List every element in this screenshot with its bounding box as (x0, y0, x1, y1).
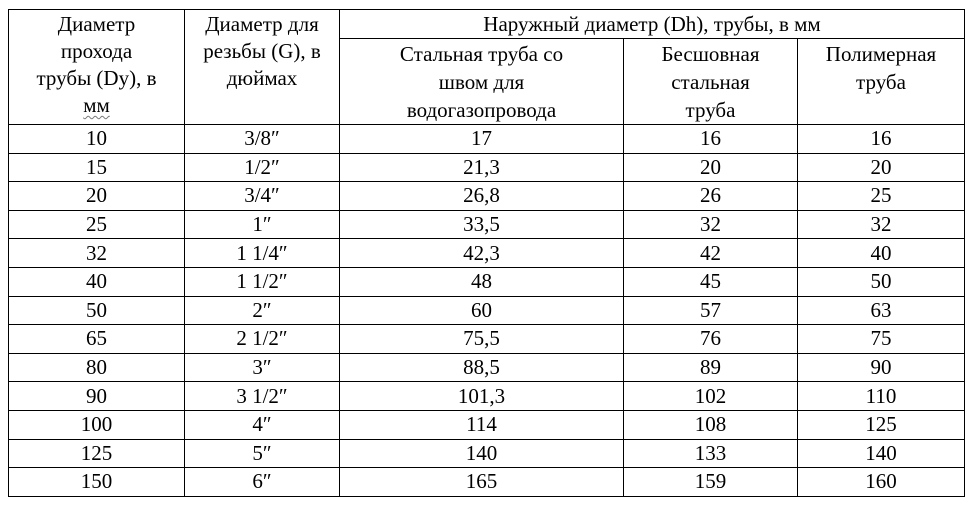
header-line: Диаметр (57, 12, 136, 36)
cell-thread: 5″ (185, 439, 340, 468)
cell-thread: 1 1/4″ (185, 239, 340, 268)
cell-thread: 3/8″ (185, 125, 340, 154)
header-seamless (624, 39, 798, 125)
cell-dy: 25 (9, 210, 185, 239)
cell-seamless: 57 (624, 296, 798, 325)
table-header (9, 10, 965, 125)
header-line: резьбы (G), в (203, 39, 321, 63)
cell-thread: 2″ (185, 296, 340, 325)
header-line: Полимерная (825, 42, 937, 66)
table-row (9, 210, 965, 239)
header-line: Бесшовная (661, 42, 760, 66)
cell-dy: 40 (9, 267, 185, 296)
cell-steel-seam: 21,3 (340, 153, 624, 182)
cell-seamless: 20 (624, 153, 798, 182)
cell-thread: 4″ (185, 410, 340, 439)
cell-polymer: 50 (798, 267, 965, 296)
cell-seamless: 133 (624, 439, 798, 468)
cell-seamless: 26 (624, 182, 798, 211)
cell-polymer: 90 (798, 353, 965, 382)
cell-thread: 1 1/2″ (185, 267, 340, 296)
header-unit: мм (83, 93, 110, 117)
cell-steel-seam: 26,8 (340, 182, 624, 211)
header-nominal-diameter (9, 10, 185, 125)
cell-polymer: 25 (798, 182, 965, 211)
cell-steel-seam: 42,3 (340, 239, 624, 268)
table-row (9, 296, 965, 325)
header-line: Стальная труба со (399, 42, 564, 66)
cell-steel-seam: 101,3 (340, 382, 624, 411)
cell-dy: 15 (9, 153, 185, 182)
header-thread-diameter (185, 10, 340, 125)
table-row (9, 382, 965, 411)
cell-steel-seam: 17 (340, 125, 624, 154)
cell-thread: 3 1/2″ (185, 382, 340, 411)
cell-seamless: 159 (624, 468, 798, 497)
cell-seamless: 108 (624, 410, 798, 439)
header-line: Диаметр для (205, 12, 319, 36)
cell-dy: 90 (9, 382, 185, 411)
cell-polymer: 40 (798, 239, 965, 268)
cell-dy: 10 (9, 125, 185, 154)
cell-seamless: 102 (624, 382, 798, 411)
cell-steel-seam: 88,5 (340, 353, 624, 382)
cell-dy: 150 (9, 468, 185, 497)
header-outer-diameter-group (340, 10, 965, 39)
cell-polymer: 110 (798, 382, 965, 411)
cell-dy: 65 (9, 325, 185, 354)
cell-polymer: 32 (798, 210, 965, 239)
cell-steel-seam: 48 (340, 267, 624, 296)
cell-thread: 2 1/2″ (185, 325, 340, 354)
table-row (9, 267, 965, 296)
cell-thread: 1/2″ (185, 153, 340, 182)
header-line: швом для (438, 70, 525, 94)
cell-steel-seam: 33,5 (340, 210, 624, 239)
header-polymer (798, 39, 965, 125)
cell-polymer: 160 (798, 468, 965, 497)
cell-polymer: 140 (798, 439, 965, 468)
cell-thread: 3″ (185, 353, 340, 382)
table-row (9, 468, 965, 497)
cell-dy: 80 (9, 353, 185, 382)
cell-polymer: 125 (798, 410, 965, 439)
header-line: труба (685, 98, 736, 122)
table-row (9, 410, 965, 439)
table-row (9, 325, 965, 354)
cell-dy: 50 (9, 296, 185, 325)
cell-seamless: 16 (624, 125, 798, 154)
table-row (9, 353, 965, 382)
table-row (9, 239, 965, 268)
cell-seamless: 76 (624, 325, 798, 354)
header-line: трубы (Dy), в (36, 66, 157, 90)
cell-thread: 6″ (185, 468, 340, 497)
cell-thread: 1″ (185, 210, 340, 239)
table-row (9, 439, 965, 468)
table-row (9, 125, 965, 154)
cell-thread: 3/4″ (185, 182, 340, 211)
cell-dy: 32 (9, 239, 185, 268)
table-body (9, 125, 965, 497)
cell-steel-seam: 114 (340, 410, 624, 439)
cell-seamless: 45 (624, 267, 798, 296)
header-line: стальная (671, 70, 750, 94)
cell-steel-seam: 60 (340, 296, 624, 325)
table-row (9, 182, 965, 211)
cell-dy: 125 (9, 439, 185, 468)
cell-steel-seam: 140 (340, 439, 624, 468)
pipe-diameter-table (8, 9, 965, 497)
cell-seamless: 89 (624, 353, 798, 382)
header-line: труба (856, 70, 906, 94)
cell-seamless: 32 (624, 210, 798, 239)
cell-seamless: 42 (624, 239, 798, 268)
header-steel-seam (340, 39, 624, 125)
table-row (9, 153, 965, 182)
cell-steel-seam: 75,5 (340, 325, 624, 354)
cell-dy: 100 (9, 410, 185, 439)
cell-polymer: 20 (798, 153, 965, 182)
cell-steel-seam: 165 (340, 468, 624, 497)
header-line: прохода (60, 39, 133, 63)
header-line (9, 92, 184, 119)
header-group-label: Наружный диаметр (Dh), трубы, в мм (483, 12, 821, 36)
cell-dy: 20 (9, 182, 185, 211)
cell-polymer: 75 (798, 325, 965, 354)
cell-polymer: 16 (798, 125, 965, 154)
cell-polymer: 63 (798, 296, 965, 325)
header-line: водогазопровода (406, 98, 557, 122)
header-line: дюймах (226, 66, 298, 90)
